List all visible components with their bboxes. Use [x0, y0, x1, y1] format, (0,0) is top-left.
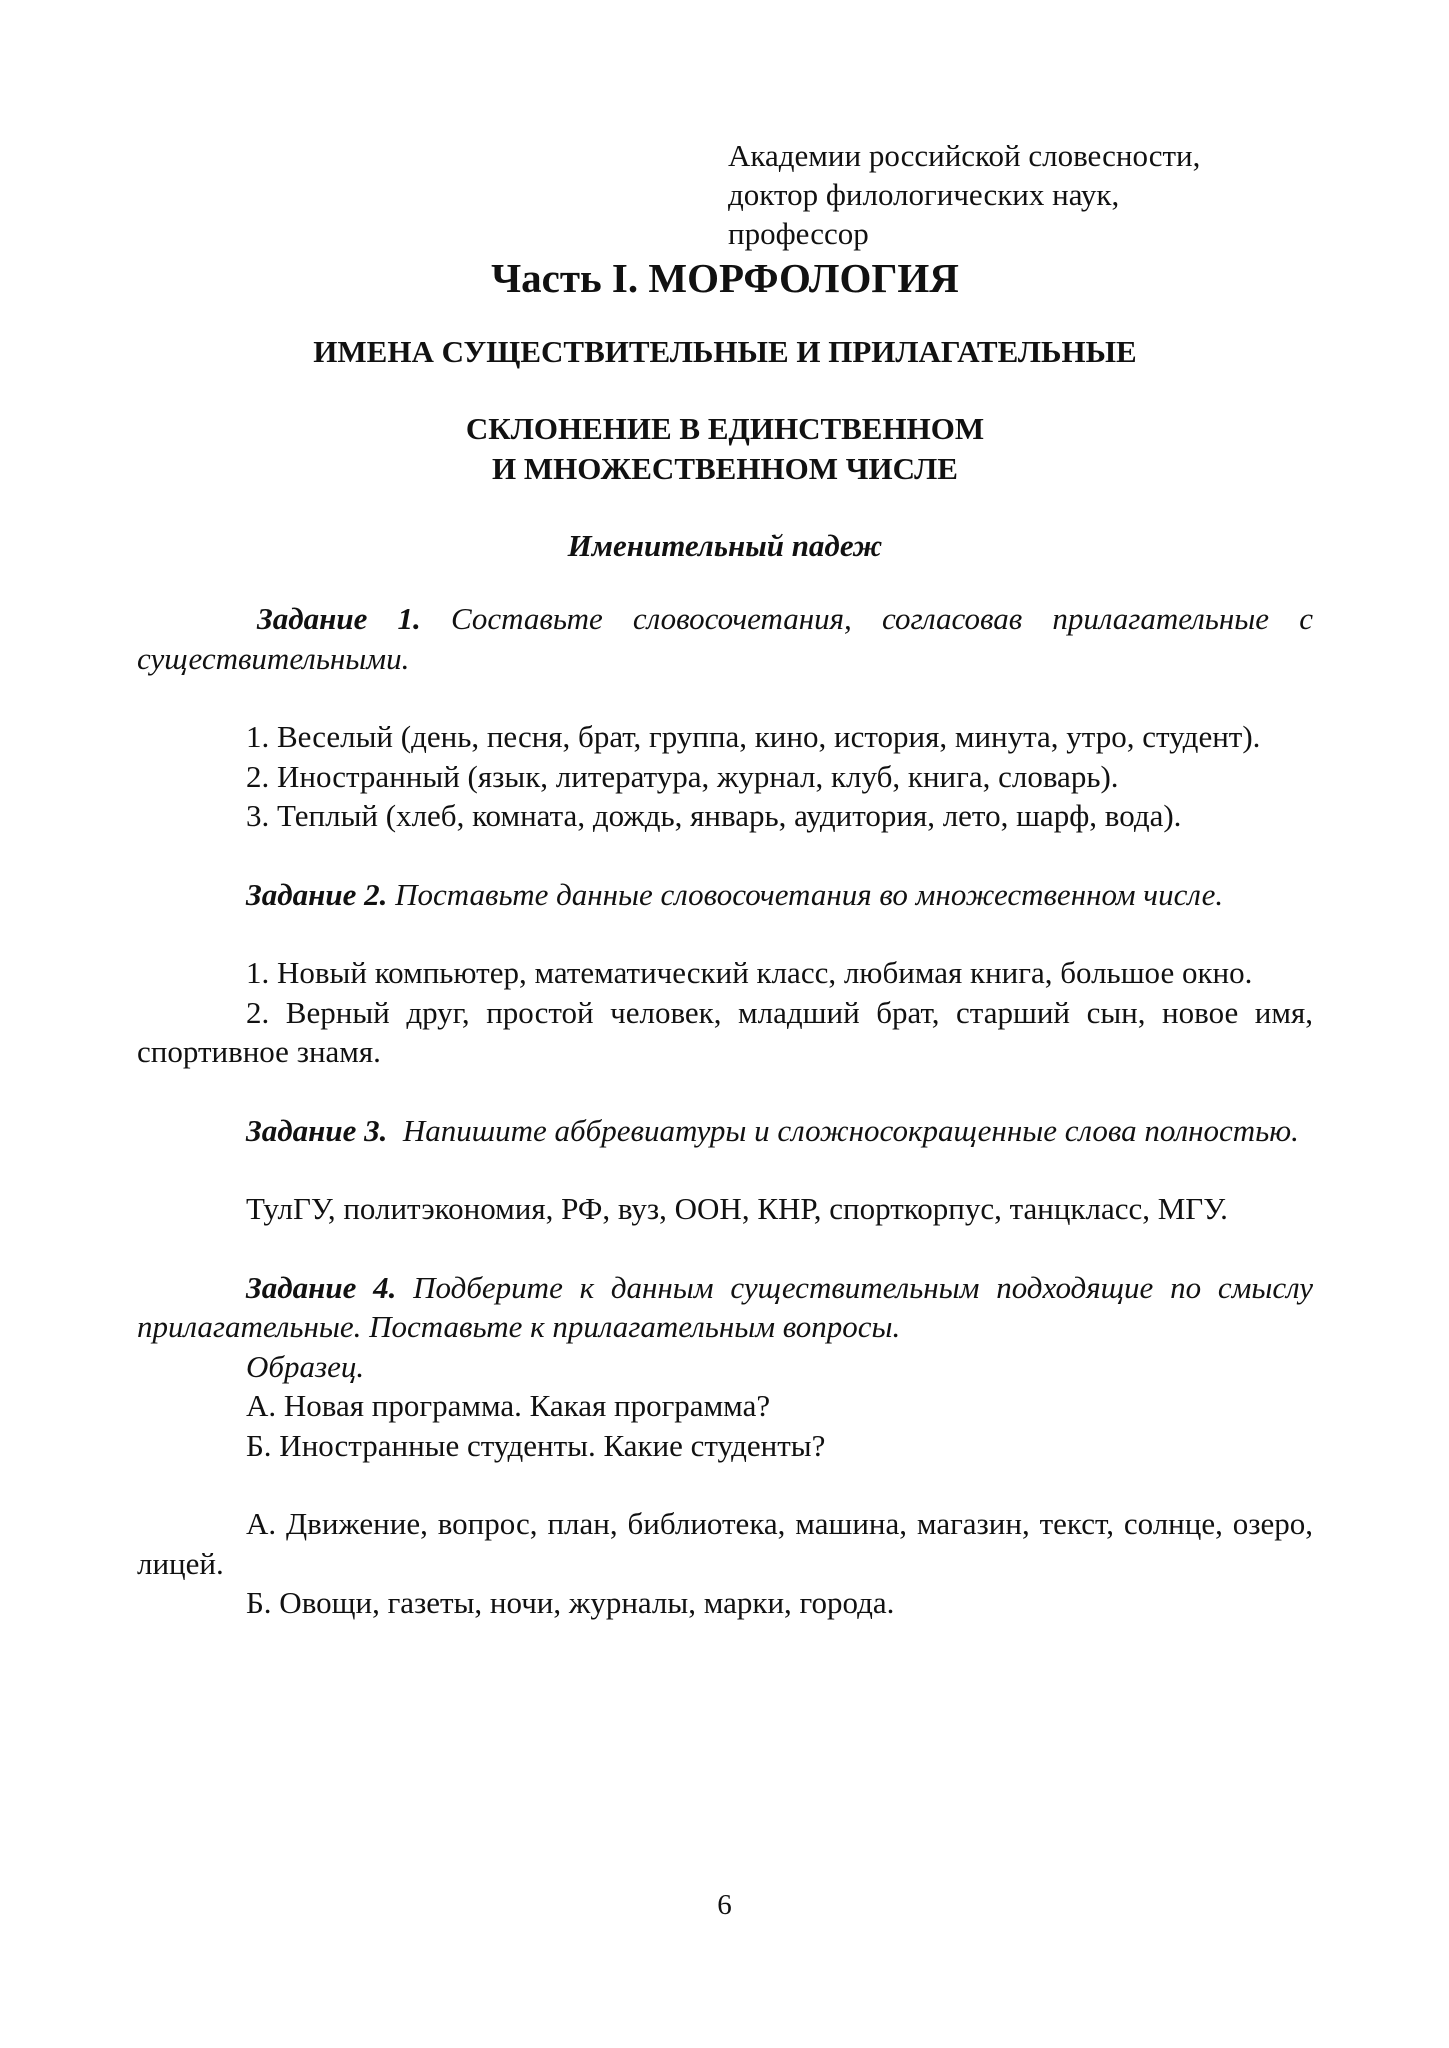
task-3-item-1: ТулГУ, политэкономия, РФ, вуз, ООН, КНР, спорткорпус, танцкласс, МГУ.: [246, 1191, 1228, 1226]
task-instruction: Составьте словосочетания, согласовав прилагательные с существительными.: [137, 601, 1313, 676]
affiliation-line-2: доктор филологических наук,: [728, 177, 1120, 212]
task-label: Задание 4.: [246, 1269, 397, 1305]
task-4-sample-1: А. Новая программа. Какая программа?: [246, 1388, 771, 1423]
task-1-item-3: 3. Теплый (хлеб, комната, дождь, январь, аудитория, лето, шарф, вода).: [246, 798, 1182, 833]
task-1-item-1: 1. Веселый (день, песня, брат, группа, кино, история, минута, утро, студент).: [246, 719, 1261, 754]
task-4-sample-label: Образец.: [246, 1348, 365, 1384]
task-2-item-2: 2. Верный друг, простой человек, младший брат, старший сын, новое имя, спортивное знамя.: [137, 994, 1313, 1069]
task-4-heading: [137, 1268, 1313, 1347]
subsection-title: [137, 409, 1313, 489]
task-3-heading: [137, 1111, 1313, 1151]
task-label: Задание 1.: [257, 601, 421, 636]
task-4-sample-2: Б. Иностранные студенты. Какие студенты?: [246, 1427, 826, 1463]
subsection-title-line-2: И МНОЖЕСТВЕННОМ ЧИСЛЕ: [492, 451, 958, 486]
task-2-heading: [137, 875, 1313, 915]
task-3: [137, 1111, 1313, 1229]
task-1-item-2: 2. Иностранный (язык, литература, журнал, клуб, книга, словарь).: [246, 758, 1119, 794]
section-title: ИМЕНА СУЩЕСТВИТЕЛЬНЫЕ И ПРИЛАГАТЕЛЬНЫЕ: [313, 334, 1137, 369]
task-label: Задание 3.: [246, 1112, 388, 1148]
case-title: Именительный падеж: [567, 528, 883, 563]
author-affiliation: [728, 136, 1200, 253]
task-instruction: Напишите аббревиатуры и сложносокращенные слова полностью.: [402, 1112, 1299, 1148]
task-1-heading: [137, 599, 1313, 678]
task-2: [137, 875, 1313, 1072]
subsection-title-line-1: СКЛОНЕНИЕ В ЕДИНСТВЕННОМ: [465, 411, 985, 446]
task-4-item-1: А. Движение, вопрос, план, библиотека, машина, магазин, текст, солнце, озеро, лицей.: [137, 1506, 1313, 1581]
affiliation-line-3: профессор: [728, 216, 869, 251]
part-title: Часть I. МОРФОЛОГИЯ: [491, 255, 959, 301]
affiliation-line-1: Академии российской словесности,: [728, 138, 1201, 173]
page-number: 6: [717, 1889, 732, 1921]
task-4-item-2: Б. Овощи, газеты, ночи, журналы, марки, города.: [246, 1585, 895, 1620]
task-instruction: Поставьте данные словосочетания во множественном числе.: [395, 876, 1224, 912]
task-2-item-1: 1. Новый компьютер, математический класс, любимая книга, большое окно.: [246, 955, 1253, 990]
page-content: [137, 252, 1313, 1623]
task-instruction: Подберите к данным существительным подходящие по смыслу прилагательные. Поставьте к прилагательным вопросы.: [137, 1269, 1314, 1344]
task-4: [137, 1268, 1313, 1623]
task-1: [137, 599, 1313, 836]
task-label: Задание 2.: [246, 876, 388, 912]
